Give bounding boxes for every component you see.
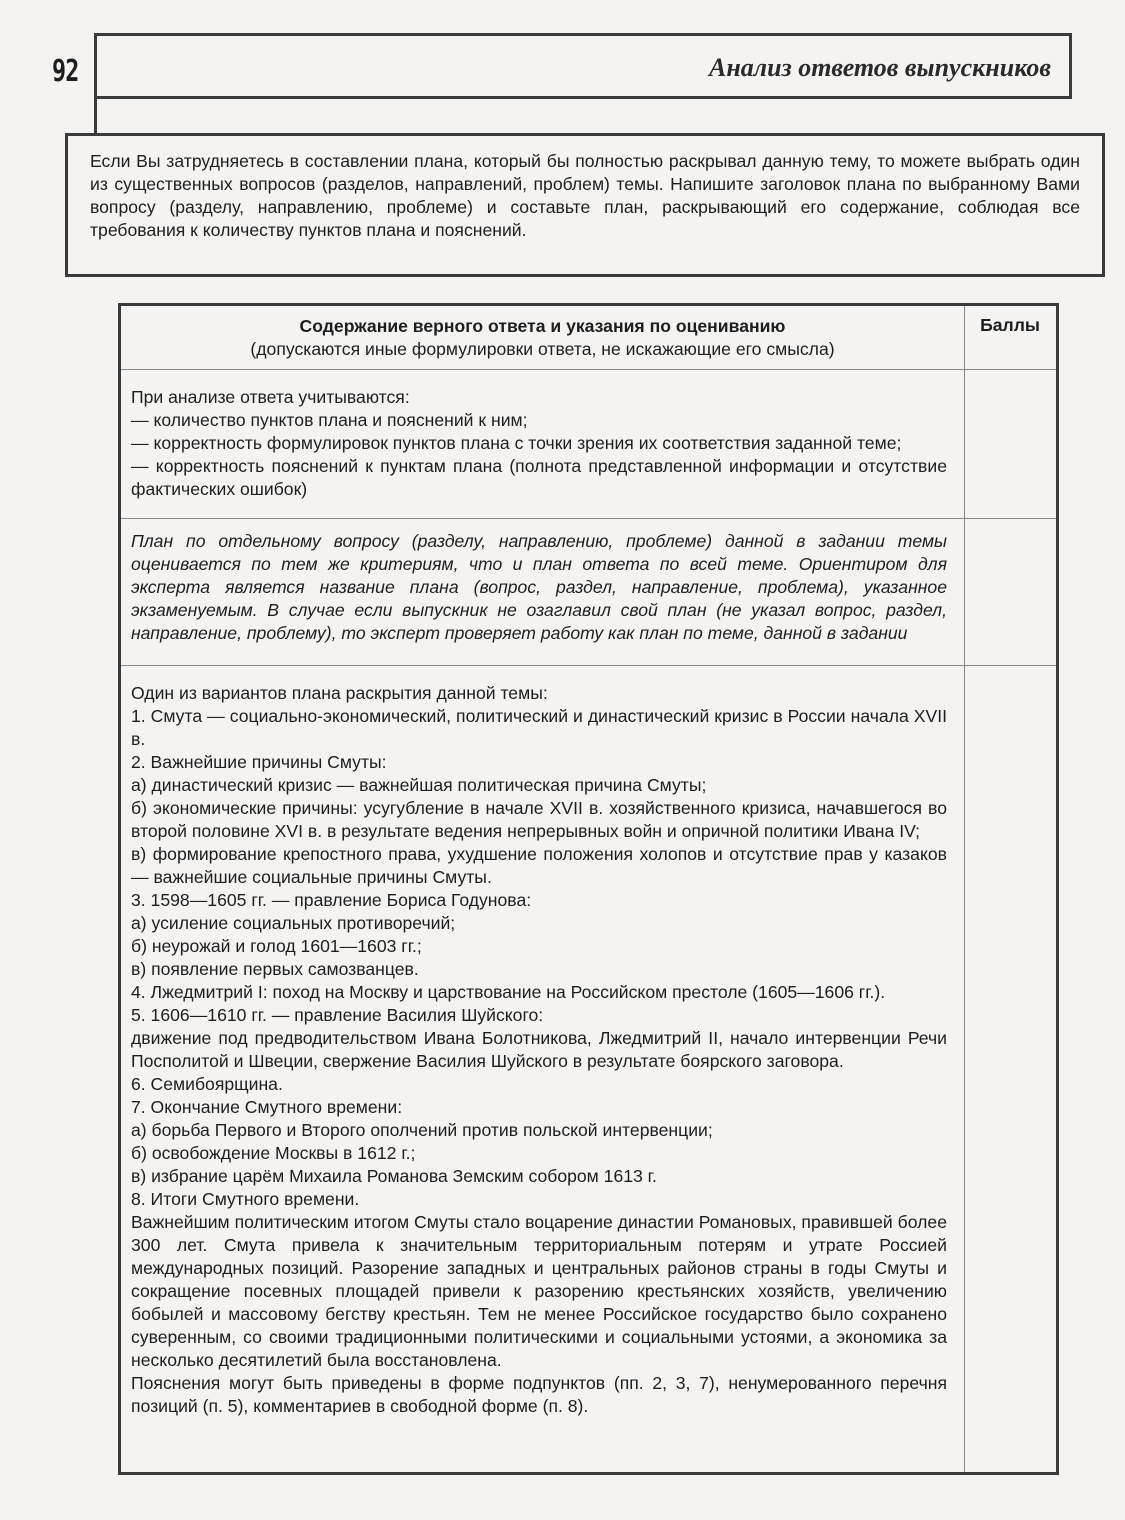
plan-cell (131, 682, 947, 1418)
criteria-line: — корректность пояснений к пунктам плана (полнота представленной информации и отсутствие фактических ошибок) (131, 456, 947, 499)
criteria-cell (131, 386, 947, 501)
plan-line: 5. 1606—1610 гг. — правление Василия Шуйского: (131, 1005, 544, 1025)
plan-line: Важнейшим политическим итогом Смуты стало воцарение династии Романовых, правившей более 300 лет. Смута привела к значительным территориальным потерям и утрате Россией международных позиций. Разорение западных и центральных районов страны в годы Смуты и сокращение посевных площадей привели к разорению крестьянских хозяйств, увеличению бобылей и массовому бегству крестьян. Тем не менее Российское государство было сохранено суверенным, со своими традиционными политическими и социальными устоями, а экономика за несколько десятилетий была восстановлена. (131, 1212, 947, 1370)
plan-line: 4. Лжедмитрий I: поход на Москву и царствование на Российском престоле (1605—1606 гг.). (131, 982, 886, 1002)
plan-line: 8. Итоги Смутного времени. (131, 1189, 360, 1209)
column-divider (964, 306, 965, 1472)
criteria-line: При анализе ответа учитываются: (131, 387, 410, 407)
plan-line: Пояснения могут быть приведены в форме подпунктов (пп. 2, 3, 7), ненумерованного перечня позиций (п. 5), комментариев в свободной форме (п. 8). (131, 1373, 947, 1416)
plan-line: 7. Окончание Смутного времени: (131, 1097, 403, 1117)
plan-line: 6. Семибоярщина. (131, 1074, 283, 1094)
criteria-line: — корректность формулировок пунктов плана с точки зрения их соответствия заданной теме; (131, 433, 902, 453)
plan-line: а) усиление социальных противоречий; (131, 913, 456, 933)
content-column-subtitle: (допускаются иные формулировки ответа, не искажающие его смысла) (250, 339, 835, 359)
instruction-box (65, 133, 1105, 277)
note-text: План по отдельному вопросу (разделу, направлению, проблеме) данной в задании темы оценивается по тем же критериям, что и план ответа по всей теме. Ориентиром для эксперта является название плана (вопрос, раздел, направление, проблема), указанное экзаменуемым. В случае если выпускник не озаглавил свой план (не указал вопрос, раздел, направление, проблему), то эксперт проверяет работу как план по теме, данной в задании (131, 531, 947, 643)
plan-line: 2. Важнейшие причины Смуты: (131, 752, 387, 772)
plan-line: в) появление первых самозванцев. (131, 959, 419, 979)
plan-line: 1. Смута — социально-экономический, политический и династический кризис в России начала XVII в. (131, 706, 947, 749)
plan-line: а) борьба Первого и Второго ополчений против польской интервенции; (131, 1120, 713, 1140)
plan-line: а) династический кризис — важнейшая политическая причина Смуты; (131, 775, 707, 795)
note-cell (131, 530, 947, 645)
header-connector (94, 98, 97, 134)
section-header (94, 33, 1072, 99)
points-column-title: Баллы (980, 315, 1040, 335)
criteria-line: — количество пунктов плана и пояснений к ним; (131, 410, 528, 430)
page-number: 92 (52, 54, 79, 89)
plan-line: 3. 1598—1605 гг. — правление Бориса Годунова: (131, 890, 532, 910)
row-divider (121, 665, 1056, 666)
row-divider (121, 518, 1056, 519)
row-divider (121, 369, 1056, 370)
plan-line: б) неурожай и голод 1601—1603 гг.; (131, 936, 422, 956)
plan-line: в) формирование крепостного права, ухудшение положения холопов и отсутствие прав у казаков — важнейшие социальные причины Смуты. (131, 844, 947, 887)
plan-line: Один из вариантов плана раскрытия данной темы: (131, 683, 548, 703)
grading-table (118, 303, 1059, 1475)
table-header-content (121, 315, 964, 361)
section-title: Анализ ответов выпускников (708, 53, 1051, 82)
plan-line: б) освобождение Москвы в 1612 г.; (131, 1143, 416, 1163)
instruction-text: Если Вы затрудняетесь в составлении плана, который бы полностью раскрывал данную тему, то можете выбрать один из существенных вопросов (разделов, направлений, проблем) темы. Напишите заголовок плана по выбранному Вами вопросу (разделу, направлению, проблеме) и составьте план, раскрывающий его содержание, соблюдая все требования к количеству пунктов плана и пояснений. (90, 151, 1080, 240)
plan-line: в) избрание царём Михаила Романова Земским собором 1613 г. (131, 1166, 657, 1186)
plan-line: б) экономические причины: усугубление в начале XVII в. хозяйственного кризиса, начавшегося во второй половине XVI в. в результате ведения непрерывных войн и опричной политики Ивана IV; (131, 798, 947, 841)
plan-line: движение под предводительством Ивана Болотникова, Лжедмитрий II, начало интервенции Речи Посполитой и Швеции, свержение Василия Шуйского в результате боярского заговора. (131, 1028, 947, 1071)
content-column-title: Содержание верного ответа и указания по оцениванию (299, 316, 786, 336)
